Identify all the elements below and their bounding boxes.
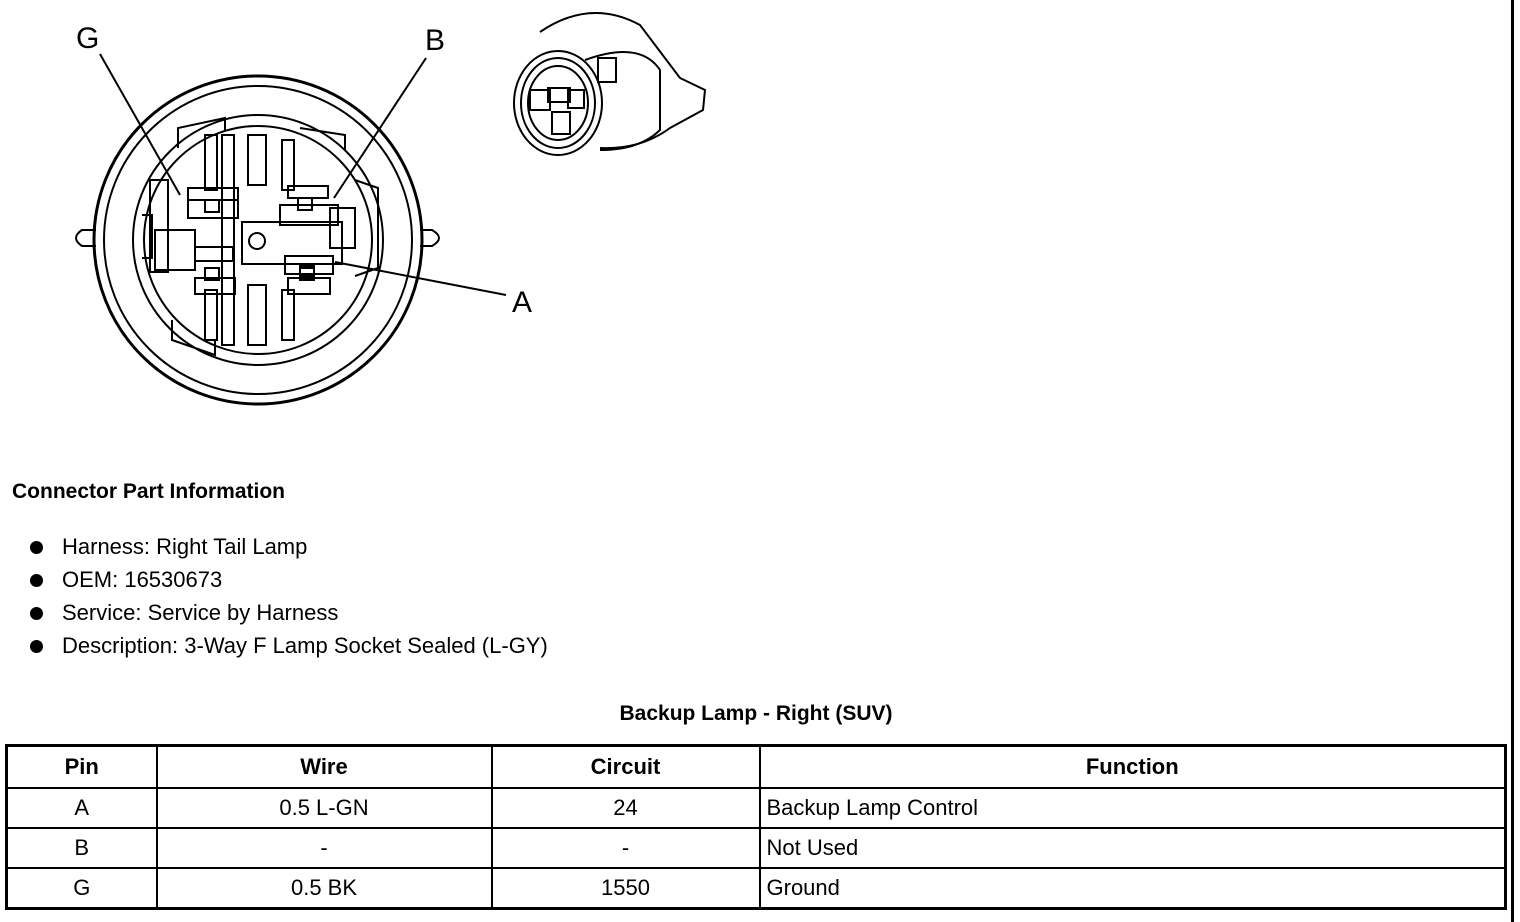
table-row [7,828,1506,868]
bullet-icon [30,541,43,554]
pin-table-title: Backup Lamp - Right (SUV) [619,702,893,725]
callout-b: B [425,24,446,57]
header-pin: Pin [7,746,157,789]
cell-pin: A [7,788,157,828]
connector-info-list [30,532,548,664]
cell-wire: 0.5 BK [157,868,492,909]
table-row [7,788,1506,828]
cell-wire: 0.5 L-GN [157,788,492,828]
list-item [30,631,548,664]
cell-circuit: 1550 [492,868,760,909]
bullet-icon [30,574,43,587]
header-function: Function [760,746,1506,789]
bullet-icon [30,607,43,620]
bullet-icon [30,640,43,653]
oem-item: OEM: 16530673 [62,567,223,592]
list-item [30,532,548,565]
callout-g: G [76,22,100,55]
description-item: Description: 3-Way F Lamp Socket Sealed (L-GY) [62,633,548,658]
table-header-row [7,746,1506,789]
cell-function: Not Used [760,828,1506,868]
cell-circuit: 24 [492,788,760,828]
callout-a: A [512,286,533,319]
cell-pin: G [7,868,157,909]
cell-wire: - [157,828,492,868]
cell-function: Backup Lamp Control [760,788,1506,828]
header-wire: Wire [157,746,492,789]
table-row [7,868,1506,909]
header-circuit: Circuit [492,746,760,789]
cell-function: Ground [760,868,1506,909]
harness-item: Harness: Right Tail Lamp [62,534,308,559]
list-item [30,565,548,598]
list-item [30,598,548,631]
pin-table [5,744,1507,910]
cell-pin: B [7,828,157,868]
cell-circuit: - [492,828,760,868]
page-right-border [1511,0,1514,922]
connector-info-title: Connector Part Information [12,480,286,503]
connector-diagram [0,0,760,420]
service-item: Service: Service by Harness [62,600,339,625]
